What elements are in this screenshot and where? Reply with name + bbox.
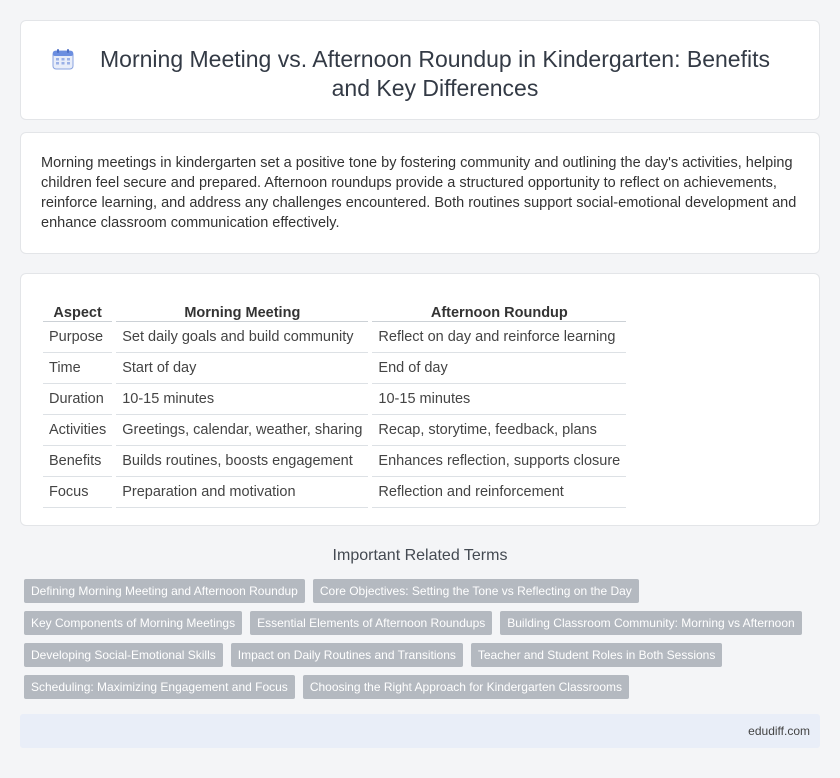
table-cell: Start of day [116,353,368,384]
table-row [43,322,626,353]
table-row [43,477,626,508]
header-morning-meeting: Morning Meeting [116,297,368,322]
table-header-row [43,297,626,322]
table-cell: Purpose [43,322,112,353]
related-terms-list [24,579,824,707]
table-cell: Reflect on day and reinforce learning [372,322,626,353]
table-cell: Benefits [43,446,112,477]
comparison-card [20,273,820,526]
related-term-tag[interactable]: Developing Social-Emotional Skills [24,643,223,667]
header-afternoon-roundup: Afternoon Roundup [372,297,626,322]
related-term-tag[interactable]: Impact on Daily Routines and Transitions [231,643,463,667]
related-term-tag[interactable]: Building Classroom Community: Morning vs Afternoon [500,611,801,635]
related-term-tag[interactable]: Scheduling: Maximizing Engagement and Focus [24,675,295,699]
header-card [20,20,820,120]
table-cell: Focus [43,477,112,508]
table-cell: Greetings, calendar, weather, sharing [116,415,368,446]
related-term-tag[interactable]: Essential Elements of Afternoon Roundups [250,611,492,635]
table-cell: Recap, storytime, feedback, plans [372,415,626,446]
footer-site-link[interactable]: edudiff.com [748,724,810,738]
header-aspect: Aspect [43,297,112,322]
table-cell: Activities [43,415,112,446]
table-row [43,384,626,415]
table-cell: 10-15 minutes [116,384,368,415]
table-cell: Duration [43,384,112,415]
related-terms-title: Important Related Terms [332,547,508,564]
related-term-tag[interactable]: Core Objectives: Setting the Tone vs Reflecting on the Day [313,579,639,603]
table-cell: End of day [372,353,626,384]
intro-card [20,132,820,254]
table-cell: Preparation and motivation [116,477,368,508]
comparison-table [43,297,626,508]
table-cell: Reflection and reinforcement [372,477,626,508]
table-row [43,353,626,384]
table-cell: 10-15 minutes [372,384,626,415]
table-cell: Time [43,353,112,384]
related-term-tag[interactable]: Key Components of Morning Meetings [24,611,242,635]
related-term-tag[interactable]: Choosing the Right Approach for Kindergarten Classrooms [303,675,629,699]
table-cell: Builds routines, boosts engagement [116,446,368,477]
footer-bar [20,714,820,748]
intro-paragraph: Morning meetings in kindergarten set a positive tone by fostering community and outlining the day's activities, helping children feel secure and prepared. Afternoon roundups provide a structured opportunity to reflect on achievements, reinforce learning, and address any challenges encountered. Both routines support social-emotional development and enhance classroom communication effectively. [41,155,797,231]
table-row [43,415,626,446]
related-term-tag[interactable]: Defining Morning Meeting and Afternoon Roundup [24,579,305,603]
table-cell: Set daily goals and build community [116,322,368,353]
related-term-tag[interactable]: Teacher and Student Roles in Both Sessions [471,643,722,667]
page-title: Morning Meeting vs. Afternoon Roundup in Kindergarten: Benefits and Key Differences [100,46,770,101]
table-row [43,446,626,477]
table-cell: Enhances reflection, supports closure [372,446,626,477]
